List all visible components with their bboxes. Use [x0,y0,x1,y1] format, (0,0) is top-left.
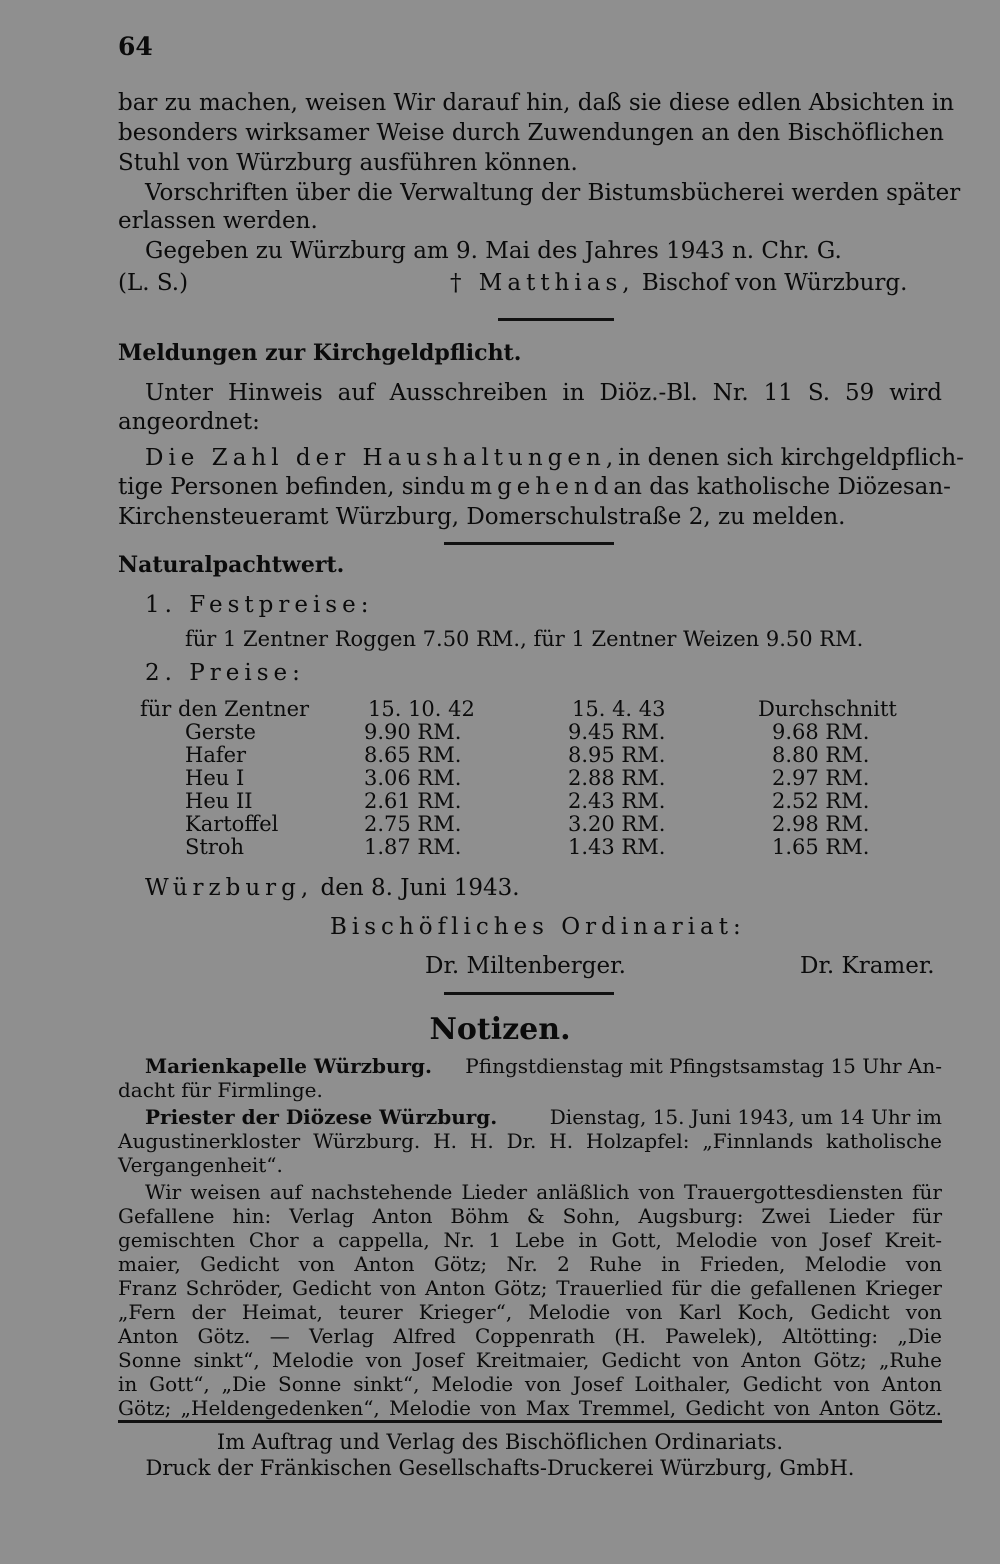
table-cell: 3.20 RM. [568,812,666,836]
table-cell: 9.68 RM. [772,720,870,744]
notizen-line: Wir weisen auf nachstehende Lieder anläßlich von Trauergottesdiensten für [145,1180,942,1204]
notizen-line: Franz Schröder, Gedicht von Anton Götz; Trauerlied für die gefallenen Krieger [118,1276,942,1300]
date-text: den 8. Juni 1943. [320,875,520,901]
date-place: Würzburg, [145,875,314,901]
text-span: Pfingstdienstag mit Pfingstsamstag 15 Uhr An- [465,1054,942,1078]
notizen-line: gemischten Chor a cappella, Nr. 1 Lebe in Gott, Melodie von Josef Kreit- [118,1228,942,1252]
notizen-line [145,1104,942,1130]
spaced-word: umgehend [450,474,614,500]
notizen-line: Augustinerkloster Würzburg. H. H. Dr. H. Holzapfel: „Finnlands katholische [118,1129,942,1153]
table-header: 15. 4. 43 [572,697,666,721]
spaced-text: Die Zahl der Haushaltungen, [145,445,619,471]
notiz-title: Priester der Diözese Würzburg. [145,1105,498,1129]
table-cell: 9.90 RM. [364,720,462,744]
footer-rule [118,1420,942,1423]
footer-line: Im Auftrag und Verlag des Bischöflichen Ordinariats. [216,1430,784,1454]
section-divider [444,992,614,995]
notizen-line: Anton Götz. — Verlag Alfred Coppenrath (H. Pawelek), Altötting: „Die [118,1324,942,1348]
festpreise-text: für 1 Zentner Roggen 7.50 RM., für 1 Zentner Weizen 9.50 RM. [185,627,864,651]
table-row-item: Stroh [185,835,245,859]
text-span: in denen sich kirchgeldpflich- [618,445,964,471]
table-cell: 2.88 RM. [568,766,666,790]
table-header: 15. 10. 42 [368,697,475,721]
table-cell: 2.61 RM. [364,789,462,813]
signer-right: Dr. Kramer. [800,953,935,979]
table-cell: 1.43 RM. [568,835,666,859]
notizen-line: Götz; „Heldengedenken“, Melodie von Max Tremmel, Gedicht von Anton Götz. [118,1396,942,1420]
notizen-line: Gefallene hin: Verlag Anton Böhm & Sohn, Augsburg: Zwei Lieder für [118,1204,942,1228]
meldungen-line: Kirchensteueramt Würzburg, Domerschulstraße 2, zu melden. [118,504,846,530]
notizen-line: Vergangenheit“. [118,1153,283,1177]
section-divider [498,318,614,321]
notiz-title: Marienkapelle Würzburg. [145,1054,433,1078]
footer-line: Druck der Fränkischen Gesellschafts-Druckerei Würzburg, GmbH. [145,1456,855,1480]
section-divider [444,542,614,545]
table-header: für den Zentner [140,697,310,721]
notizen-line: dacht für Firmlinge. [118,1078,323,1102]
section-heading-naturalpacht: Naturalpachtwert. [118,552,345,578]
table-cell: 1.65 RM. [772,835,870,859]
notizen-line: Sonne sinkt“, Melodie von Josef Kreitmaier, Gedicht von Anton Götz; „Ruhe [118,1348,942,1372]
table-cell: 9.45 RM. [568,720,666,744]
notizen-line: maier, Gedicht von Anton Götz; Nr. 2 Ruhe in Frieden, Melodie von [118,1252,942,1276]
signature [450,268,907,298]
notizen-line: „Fern der Heimat, teurer Krieger“, Melodie von Karl Koch, Gedicht von [118,1300,942,1324]
intro-line: besonders wirksamer Weise durch Zuwendungen an den Bischöflichen [118,120,944,146]
table-row-item: Heu II [185,789,253,813]
intro-line: erlassen werden. [118,208,318,234]
table-row-item: Kartoffel [185,812,279,836]
section-heading-meldungen: Meldungen zur Kirchgeldpflicht. [118,340,522,366]
signature-title: Bischof von Würzburg. [641,270,908,296]
table-cell: 2.97 RM. [772,766,870,790]
table-cell: 3.06 RM. [364,766,462,790]
intro-line: Gegeben zu Würzburg am 9. Mai des Jahres 1943 n. Chr. G. [145,238,842,264]
text-span: Dienstag, 15. Juni 1943, um 14 Uhr im [549,1105,942,1129]
intro-line: Stuhl von Würzburg ausführen können. [118,150,578,176]
intro-line: bar zu machen, weisen Wir darauf hin, daß sie diese edlen Absichten in [118,90,955,116]
page-number: 64 [118,32,153,61]
table-cell: 8.95 RM. [568,743,666,767]
table-cell: 8.80 RM. [772,743,870,767]
notizen-line [145,1053,942,1079]
preise-label: 2. Preise: [145,660,305,686]
notizen-line: in Gott“, „Die Sonne sinkt“, Melodie von Josef Loithaler, Gedicht von Anton [118,1372,942,1396]
table-row-item: Gerste [185,720,256,744]
table-header: Durchschnitt [758,697,897,721]
notizen-heading: Notizen. [429,1012,571,1047]
intro-line: Vorschriften über die Verwaltung der Bistumsbücherei werden später [145,180,961,206]
text-span: tige Personen befinden, sind [118,474,451,500]
table-cell: 2.98 RM. [772,812,870,836]
table-cell: 8.65 RM. [364,743,462,767]
meldungen-line: Unter Hinweis auf Ausschreiben in Diöz.-Bl. Nr. 11 S. 59 wird [145,380,942,406]
table-cell: 2.43 RM. [568,789,666,813]
date-line [145,873,520,903]
table-cell: 2.75 RM. [364,812,462,836]
signer-left: Dr. Miltenberger. [425,953,626,979]
table-cell: 1.87 RM. [364,835,462,859]
signature-name: † Matthias, [450,270,635,296]
table-row-item: Hafer [185,743,247,767]
meldungen-line: angeordnet: [118,409,260,435]
table-row-item: Heu I [185,766,245,790]
table-cell: 2.52 RM. [772,789,870,813]
festpreise-label: 1. Festpreise: [145,592,374,618]
meldungen-line [118,472,951,502]
meldungen-line [145,443,964,473]
text-span: an das katholische Diözesan- [613,474,951,500]
ordinariat-label: Bischöfliches Ordinariat: [330,914,746,940]
seal-mark: (L. S.) [118,270,189,296]
